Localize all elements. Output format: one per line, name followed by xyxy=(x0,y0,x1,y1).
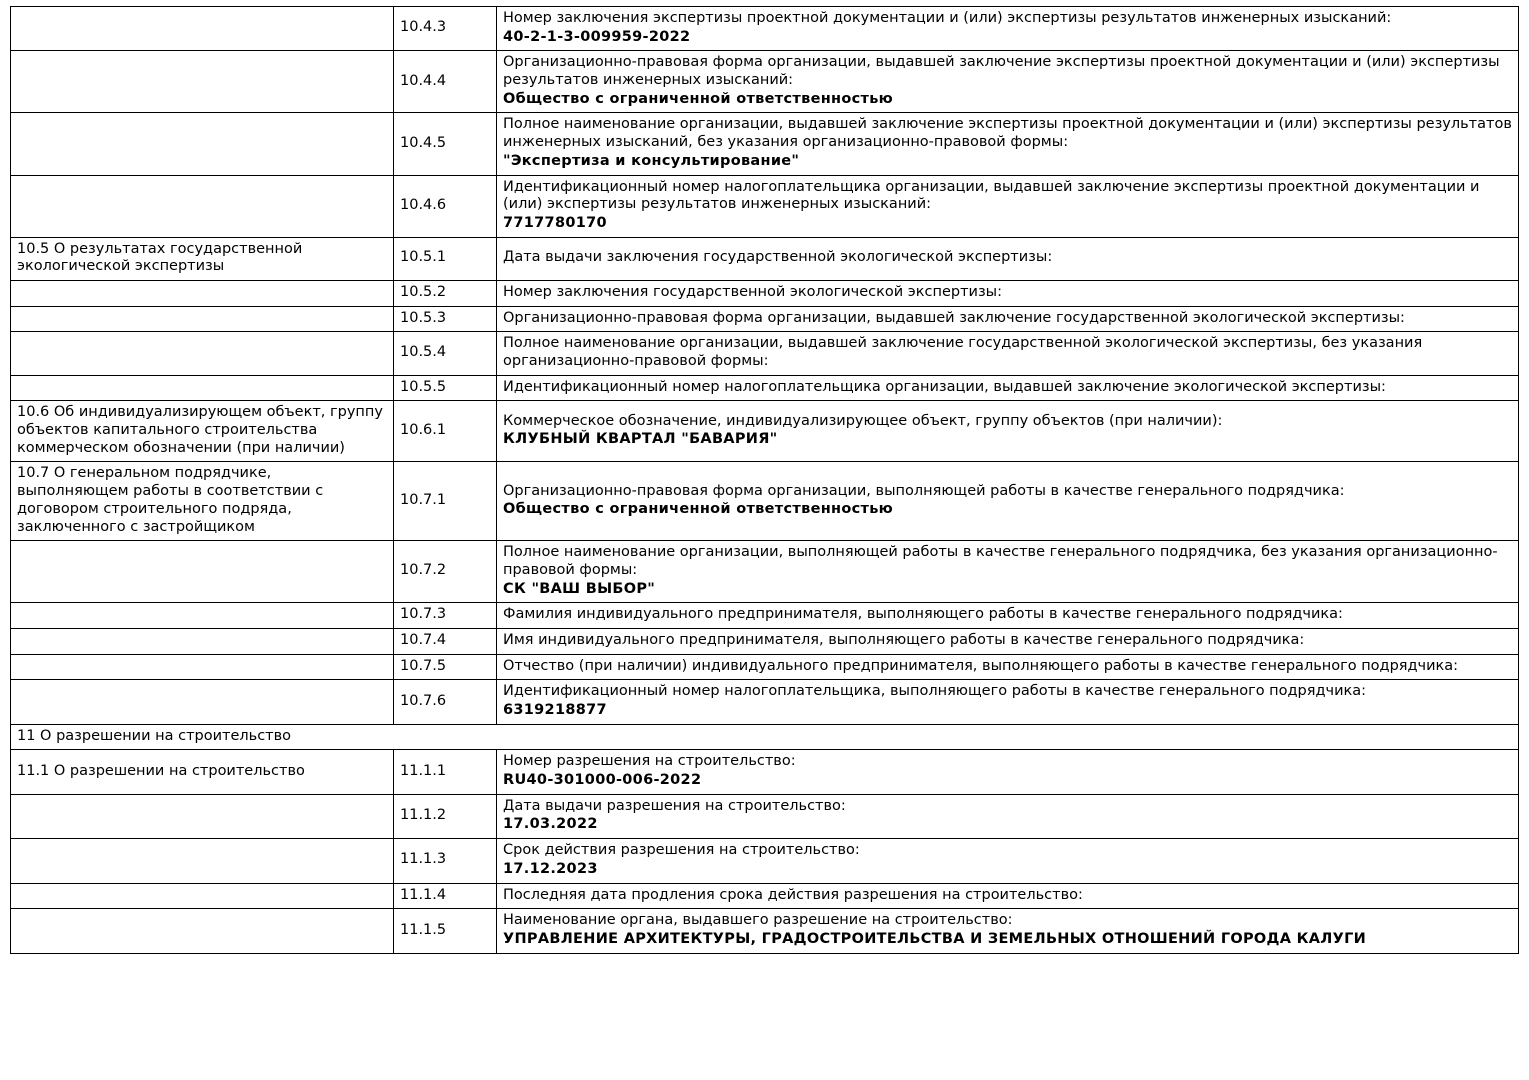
row-label: Номер заключения государственной экологической экспертизы: xyxy=(503,283,1003,300)
row-label: Имя индивидуального предпринимателя, выполняющего работы в качестве генерального подрядчика: xyxy=(503,631,1305,648)
row-section-name xyxy=(11,7,394,51)
table-row xyxy=(11,909,1519,953)
row-section-name xyxy=(11,113,394,175)
row-value: 40-2-1-3-009959-2022 xyxy=(503,28,691,45)
table-row xyxy=(11,375,1519,401)
row-content xyxy=(497,883,1519,909)
row-content xyxy=(497,750,1519,794)
row-content xyxy=(497,401,1519,462)
row-number: 11.1.5 xyxy=(394,909,497,953)
row-label: Идентификационный номер налогоплательщика, выполняющего работы в качестве генерального подрядчика: xyxy=(503,683,1367,700)
table-row xyxy=(11,51,1519,113)
table-row xyxy=(11,750,1519,794)
row-label: Организационно-правовая форма организации, выдавшей заключение экспертизы проектной документации и (или) экспертизы результатов инженерных изысканий: xyxy=(503,54,1500,89)
row-section-name: 10.6 Об индивидуализирующем объект, группу объектов капитального строительства коммерческом обозначении (при наличии) xyxy=(11,401,394,462)
table-row xyxy=(11,839,1519,883)
row-number: 10.7.3 xyxy=(394,603,497,629)
row-label: Организационно-правовая форма организации, выполняющей работы в качестве генерального подрядчика: xyxy=(503,482,1345,499)
project-declaration-table xyxy=(10,6,1519,954)
row-section-name: 10.5 О результатах государственной экологической экспертизы xyxy=(11,237,394,280)
row-value: 17.12.2023 xyxy=(503,860,598,877)
table-row xyxy=(11,603,1519,629)
row-value: СК "ВАШ ВЫБОР" xyxy=(503,580,656,597)
row-content xyxy=(497,51,1519,113)
row-label: Организационно-правовая форма организации, выдавшей заключение государственной экологической экспертизы: xyxy=(503,309,1405,326)
row-section-name xyxy=(11,839,394,883)
row-label: Идентификационный номер налогоплательщика организации, выдавшей заключение экспертизы проектной документации и (или) экспертизы результатов инженерных изысканий: xyxy=(503,178,1480,213)
row-number: 10.7.1 xyxy=(394,462,497,541)
row-content xyxy=(497,839,1519,883)
row-number: 11.1.2 xyxy=(394,794,497,838)
row-label: Отчество (при наличии) индивидуального предпринимателя, выполняющего работы в качестве генерального подрядчика: xyxy=(503,657,1459,674)
row-label: Идентификационный номер налогоплательщика организации, выдавшей заключение экологической экспертизы: xyxy=(503,378,1386,395)
row-content xyxy=(497,332,1519,375)
row-content xyxy=(497,375,1519,401)
row-content xyxy=(497,794,1519,838)
row-label: Фамилия индивидуального предпринимателя, выполняющего работы в качестве генерального подрядчика: xyxy=(503,606,1343,623)
section-heading: 11 О разрешении на строительство xyxy=(11,724,1519,750)
row-content xyxy=(497,175,1519,237)
row-label: Срок действия разрешения на строительство: xyxy=(503,842,860,859)
row-section-name: 11.1 О разрешении на строительство xyxy=(11,750,394,794)
row-value: УПРАВЛЕНИЕ АРХИТЕКТУРЫ, ГРАДОСТРОИТЕЛЬСТВА И ЗЕМЕЛЬНЫХ ОТНОШЕНИЙ ГОРОДА КАЛУГИ xyxy=(503,930,1367,947)
row-content xyxy=(497,680,1519,724)
row-section-name xyxy=(11,680,394,724)
row-value: Общество с ограниченной ответственностью xyxy=(503,90,894,107)
row-number: 10.5.4 xyxy=(394,332,497,375)
row-section-name xyxy=(11,280,394,306)
row-number: 11.1.1 xyxy=(394,750,497,794)
row-content xyxy=(497,628,1519,654)
row-content xyxy=(497,541,1519,603)
row-number: 10.6.1 xyxy=(394,401,497,462)
row-content xyxy=(497,280,1519,306)
table-body xyxy=(11,7,1519,954)
table-row xyxy=(11,680,1519,724)
table-row xyxy=(11,280,1519,306)
row-value: Общество с ограниченной ответственностью xyxy=(503,501,894,518)
table-row xyxy=(11,401,1519,462)
table-row xyxy=(11,541,1519,603)
table-row xyxy=(11,654,1519,680)
row-label: Полное наименование организации, выполняющей работы в качестве генерального подрядчика, без указания организационно-правовой формы: xyxy=(503,544,1498,578)
row-number: 10.7.4 xyxy=(394,628,497,654)
row-number: 10.4.6 xyxy=(394,175,497,237)
row-value: 7717780170 xyxy=(503,214,607,231)
table-row xyxy=(11,628,1519,654)
row-number: 10.5.5 xyxy=(394,375,497,401)
table-row xyxy=(11,113,1519,175)
table-row xyxy=(11,332,1519,375)
row-label: Дата выдачи разрешения на строительство: xyxy=(503,797,846,814)
row-section-name xyxy=(11,332,394,375)
row-content xyxy=(497,306,1519,332)
row-number: 10.4.3 xyxy=(394,7,497,51)
row-content xyxy=(497,603,1519,629)
row-content xyxy=(497,7,1519,51)
row-label: Последняя дата продления срока действия разрешения на строительство: xyxy=(503,886,1083,903)
row-content xyxy=(497,462,1519,541)
section-heading-row xyxy=(11,724,1519,750)
row-content xyxy=(497,237,1519,280)
row-number: 10.7.2 xyxy=(394,541,497,603)
row-section-name xyxy=(11,654,394,680)
row-value: 17.03.2022 xyxy=(503,816,598,833)
row-section-name xyxy=(11,51,394,113)
row-section-name xyxy=(11,883,394,909)
row-label: Номер заключения экспертизы проектной документации и (или) экспертизы результатов инженерных изысканий: xyxy=(503,10,1392,26)
row-number: 10.7.5 xyxy=(394,654,497,680)
table-row xyxy=(11,237,1519,280)
table-row xyxy=(11,7,1519,51)
row-label: Полное наименование организации, выдавшей заключение экспертизы проектной документации и (или) экспертизы результатов инженерных изысканий, без указания организационно-правовой формы: xyxy=(503,116,1512,151)
row-value: "Экспертиза и консультирование" xyxy=(503,152,800,169)
row-value: 6319218877 xyxy=(503,702,607,718)
row-section-name xyxy=(11,306,394,332)
row-section-name xyxy=(11,175,394,237)
row-label: Дата выдачи заключения государственной экологической экспертизы: xyxy=(503,249,1053,266)
row-number: 10.4.5 xyxy=(394,113,497,175)
row-section-name xyxy=(11,909,394,953)
row-number: 11.1.3 xyxy=(394,839,497,883)
table-row xyxy=(11,462,1519,541)
row-number: 10.5.3 xyxy=(394,306,497,332)
table-row xyxy=(11,794,1519,838)
row-number: 11.1.4 xyxy=(394,883,497,909)
table-row xyxy=(11,883,1519,909)
row-number: 10.5.1 xyxy=(394,237,497,280)
row-section-name: 10.7 О генеральном подрядчике, выполняющем работы в соответствии с договором строительного подряда, заключенного с застройщиком xyxy=(11,462,394,541)
row-section-name xyxy=(11,375,394,401)
row-label: Полное наименование организации, выдавшей заключение государственной экологической экспертизы, без указания организационно-правовой формы: xyxy=(503,335,1423,369)
row-value: КЛУБНЫЙ КВАРТАЛ "БАВАРИЯ" xyxy=(503,431,778,448)
row-content xyxy=(497,909,1519,953)
row-number: 10.4.4 xyxy=(394,51,497,113)
row-section-name xyxy=(11,628,394,654)
row-section-name xyxy=(11,541,394,603)
row-number: 10.5.2 xyxy=(394,280,497,306)
row-content xyxy=(497,113,1519,175)
row-value: RU40-301000-006-2022 xyxy=(503,772,702,789)
row-label: Наименование органа, выдавшего разрешение на строительство: xyxy=(503,912,1013,929)
row-section-name xyxy=(11,603,394,629)
row-number: 10.7.6 xyxy=(394,680,497,724)
table-row xyxy=(11,306,1519,332)
row-content xyxy=(497,654,1519,680)
row-section-name xyxy=(11,794,394,838)
row-label: Коммерческое обозначение, индивидуализирующее объект, группу объектов (при наличии): xyxy=(503,412,1223,429)
row-label: Номер разрешения на строительство: xyxy=(503,753,796,770)
table-row xyxy=(11,175,1519,237)
